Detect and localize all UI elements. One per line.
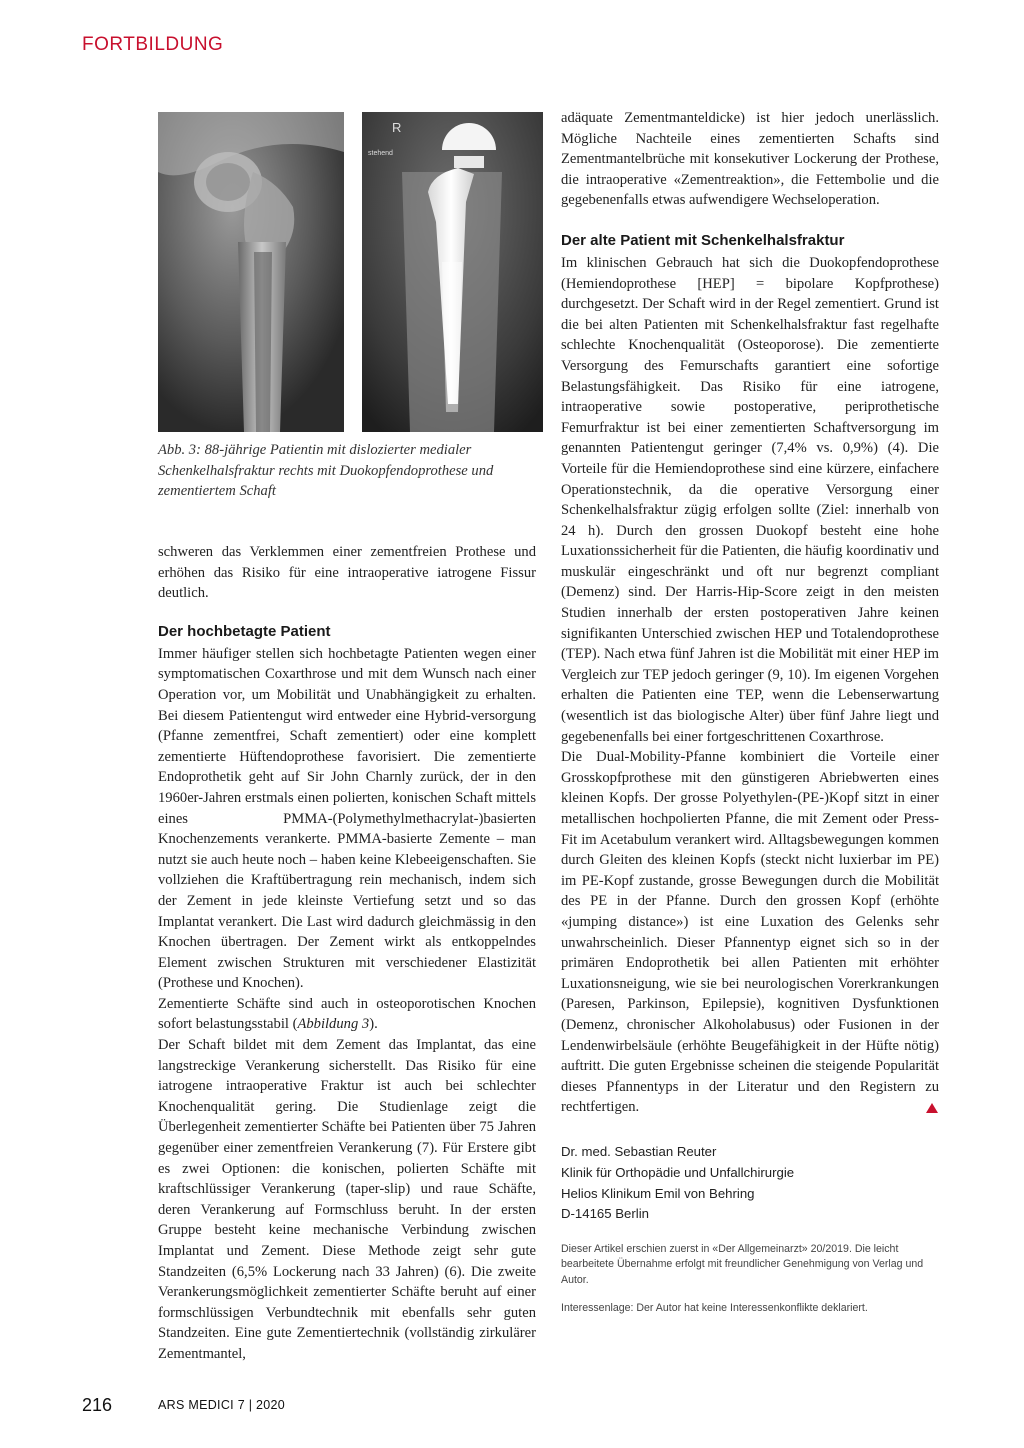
right-paragraph-1: adäquate Zementmanteldicke) ist hier jedoch unerlässlich. Mögliche Nachteile eines zementierten Schafts sind Zementmantelbrüche mit konsekutiver Lockerung der Prothese, die intraoperative «Zementreaktion», die Fettembolie und die gegebenenfalls etwas aufwendigere Wechseloperation.: [561, 110, 939, 209]
source-note: [561, 1242, 941, 1288]
conflict-note-text: Interessenlage: Der Autor hat keine Interessenkonflikte deklariert.: [561, 1302, 868, 1314]
left-paragraph-1: schweren das Verklemmen einer zementfreien Prothese und erhöhen das Risiko für eine intraoperative iatrogene Fissur deutlich.: [158, 544, 536, 602]
figure-reference: Abbildung 3: [297, 1016, 370, 1033]
journal-footer: ARS MEDICI 7 | 2020: [158, 1398, 286, 1412]
left-paragraph-3-text-b: ).: [369, 1016, 378, 1033]
left-paragraph-3: [158, 994, 536, 1035]
right-paragraph-3: Die Dual-Mobility-Pfanne kombiniert die Vorteile einer Grosskopfprothese mit den günstigeren Abriebwerten eines kleinen Kopfs. Der grosse Polyethylen-(PE-)Kopf sitzt in einer metallischen hochpolierten Pfanne, die mit Zement oder Press-Fit im Acetabulum verankert wird. Alltagsbewegungen kommen durch Gleiten des kleinen Kopfs (steckt nicht luxierbar im PE) im PE-Kopf zustande, grosse Bewegungen durch die Mobilität des PE in der Pfanne. Durch den grossen Kopf (erhöhte «jumping distance») ist eine Luxation des Gelenks sehr unwahrscheinlich. Dieser Pfannentyp eignet sich so in der primären Endoprothetik bei allen Patienten mit erhöhter Luxationsneigung, wie sie bei neurologischen Vorerkrankungen (Paresen, Parkinson, Epilepsie), kognitiven Dysfunktionen (Demenz, chronischer Alkoholabusus) oder Fusionen in der Lendenwirbelsäule (erhöhte Beugefähigkeit in der Hüfte nötig) auftritt. Die guten Ergebnisse scheinen die steigende Popularität dieses Pfannentyps in der Literatur und den Registern zu rechtfertigen.: [561, 749, 939, 1116]
left-column: [158, 542, 536, 1365]
xray-hip-fracture-graphic: [158, 112, 344, 432]
author-block: [561, 1142, 794, 1225]
author-city: D-14165 Berlin: [561, 1206, 649, 1222]
figure-caption: [158, 440, 538, 502]
heading-hochbetagte-patient: Der hochbetagte Patient: [158, 622, 331, 640]
author-name: Dr. med. Sebastian Reuter: [561, 1144, 717, 1159]
xray-left-image: [158, 112, 344, 432]
source-note-text: Dieser Artikel erschien zuerst in «Der Allgemeinarzt» 20/2019. Die leicht bearbeitete Übernahme erfolgt mit freundlicher Genehmigung von Verlag und Autor.: [561, 1243, 924, 1286]
author-hospital: Helios Klinikum Emil von Behring: [561, 1185, 755, 1201]
xray-right-image: [362, 112, 543, 432]
conflict-note: [561, 1301, 941, 1316]
page-number: 216: [82, 1395, 113, 1415]
left-paragraph-4: Der Schaft bildet mit dem Zement das Implantat, das eine langstreckige Verankerung sicherstellt. Das Risiko für eine iatrogene intraoperative Fraktur ist auch bei schlechter Knochenqualität gering. Die Studienlage zeigt die Überlegenheit zementierter Schäfte bei Patienten über 75 Jahren gegenüber einer zementfreien Verankerung (7). Für Erstere gibt es zwei Optionen: die konischen, polierten Schäfte mit kraftschlüssiger Verankerung (taper-slip) und raue Schäfte, deren Verankerung auf Formschluss beruht. In der ersten Gruppe besteht keine mechanische Verbindung zwischen Implantat und Zement. Diese Methode zeigt sehr gute Standzeiten (6,5% Lockerung nach 33 Jahren) (6). Die zweite Verankerungsmöglichkeit zementierter Schäfte beruht auf einer formschlüssigen Verbundtechnik mit ebenfalls sehr guten Standzeiten. Eine gute Zementiertechnik (vollständig zirkulärer Zementmantel,: [158, 1037, 536, 1362]
xray-position-label: stehend: [368, 150, 393, 157]
section-header: FORTBILDUNG: [82, 34, 224, 55]
author-clinic: Klinik für Orthopädie und Unfallchirurgie: [561, 1164, 795, 1180]
end-mark-triangle-icon: [926, 1103, 938, 1113]
left-paragraph-2: Immer häufiger stellen sich hochbetagte Patienten wegen einer symptomatischen Coxarthrose und mit dem Wunsch nach einer Operation vor, um Mobilität und Unabhängigkeit zu erhalten. Bei diesem Patientengut wird entweder eine Hybrid-versorgung (Pfanne zementfrei, Schaft zementiert) oder eine komplett zementierte Hüftendoprothese favorisiert. Die zementierte Endoprothetik geht auf Sir John Charnly zurück, der in den 1960er-Jahren erstmals einen polierten, konischen Schaft mittels eines PMMA-(Polymethylmethacrylat-)basierten Knochenzements verankerte. PMMA-basierte Zemente – man nutzt sie auch heute noch – haben keine Klebeeigenschaften. Sie vollziehen die Kraftübertragung rein mechanisch, indem sich der Zement in jede kleinste Vertiefung setzt und so das Implantat verankert. Die Last wird dadurch gleichmässig in den Knochen übertragen. Der Zement wirkt als entkoppelndes Element zwischen Strukturen mit verschiedener Elastizität (Prothese und Knochen).: [158, 645, 536, 992]
right-paragraph-2: Im klinischen Gebrauch hat sich die Duokopfendoprothese (Hemiendoprothese [HEP] = bipolare Kopfprothese) durchgesetzt. Der Schaft wird in der Regel zementiert. Grund ist die bei alten Patienten mit Schenkelhalsfraktur fast regelhafte schlechte Knochenqualität (Osteoporose). Die zementierte Versorgung des Femurschafts garantiert eine sofortige Belastungsfähigkeit. Das Risiko für eine iatrogene, intraoperative sowie postoperative, periprothetische Femurfraktur ist bei einer zementierten Schaftversorgung im genannten Patientengut geringer (7,4% vs. 0,9%) (4). Die Vorteile für die Hemiendoprothese sind eine kürzere, einfachere Operationstechnik, da die operative Versorgung einer Schenkelhalsfraktur zügig erfolgen sollte (Ziel: innerhalb von 24 h). Durch den grossen Duokopf besteht eine hohe Luxationssicherheit für die Patienten, die häufig koordinativ und muskulär eingeschränkt und oft nur begrenzt compliant (Demenz) sind. Der Harris-Hip-Score zeigt in den meisten Studien innerhalb der ersten postoperativen Jahre keinen signifikanten Unterschied zwischen HEP und Totalendoprothese (TEP). Nach etwa fünf Jahren ist die Mobilität mit einer HEP im Vergleich zur TEP jedoch geringer (9, 10). Im eigenen Vorgehen erhalten die Patienten eine TEP, wenn die Lebenserwartung (wesentlich ist das biologische Alter) über fünf Jahre liegt und gegebenenfalls bei einer fortgeschrittenen Coxarthrose.: [561, 254, 939, 745]
left-paragraph-3-text-a: Zementierte Schäfte sind auch in osteoporotischen Knochen sofort belastungsstabil (: [158, 995, 536, 1033]
right-column: [561, 108, 939, 1118]
figure-caption-text: Abb. 3: 88-jährige Patientin mit dislozierter medialer Schenkelhalsfraktur rechts mit Duokopfendoprothese und zementiertem Schaft: [158, 442, 494, 500]
heading-alte-patient-schenkelhalsfraktur: Der alte Patient mit Schenkelhalsfraktur: [561, 231, 845, 249]
xray-side-marker: R: [392, 120, 402, 135]
xray-prosthesis-graphic: [362, 112, 543, 432]
